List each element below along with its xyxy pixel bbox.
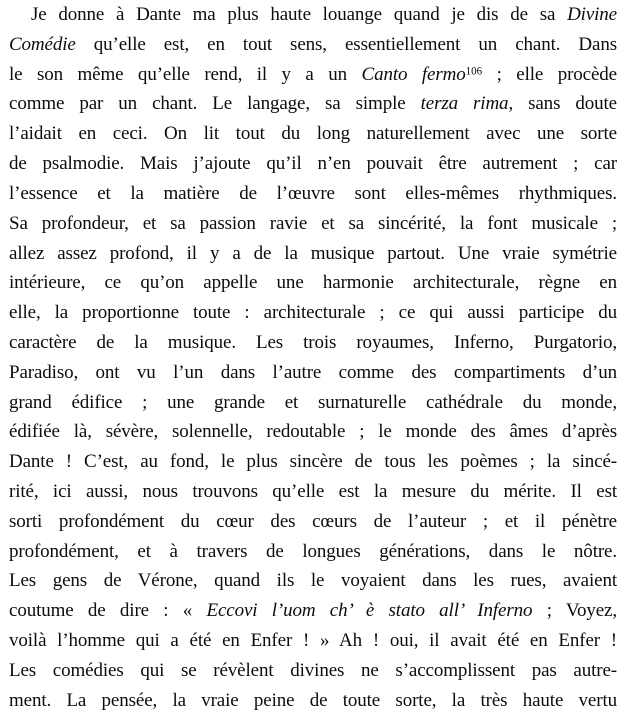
text-run: elle, la proportionne toute : architecturale ; ce qui aussi participe du [9, 302, 617, 324]
text-run: Les gens de Vérone, quand ils le voyaient dans les rues, avaient [9, 570, 617, 592]
text-line [9, 0, 617, 30]
text-run: voilà l’homme qui a été en Enfer ! » Ah ! oui, il avait été en Enfer ! [9, 630, 617, 652]
text-line [9, 89, 617, 119]
text-run: de psalmodie. Mais j’ajoute qu’il n’en pouvait être autrement ; car [9, 153, 617, 175]
text-run: Dante ! C’est, au fond, le plus sincère de tous les poèmes ; la sincé- [9, 451, 617, 473]
text-line [9, 537, 617, 567]
text-line [9, 477, 617, 507]
italic-text-run: Divine [567, 4, 617, 25]
text-line [9, 626, 617, 656]
italic-text-run: terza rima [420, 93, 509, 115]
text-run: ; elle procède [482, 63, 618, 85]
text-line [9, 388, 617, 418]
text-line [9, 447, 617, 477]
text-run: caractère de la musique. Les trois royaumes, Inferno, Purgatorio, [9, 331, 617, 353]
text-run: Paradiso, ont vu l’un dans l’autre comme des compartiments d’un [9, 361, 617, 383]
text-line [9, 656, 617, 686]
text-run: profondément, et à travers de longues générations, dans le nôtre. [9, 540, 617, 562]
text-run: qu’elle est, en tout sens, essentiellement un chant. Dans [75, 33, 617, 55]
text-line [9, 417, 617, 447]
text-line [9, 119, 617, 149]
text-line [9, 358, 617, 388]
paragraph [9, 0, 617, 716]
text-line [9, 149, 617, 179]
text-run: édifiée là, sévère, solennelle, redoutable ; le monde des âmes d’après [9, 421, 617, 443]
text-run: rité, ici aussi, nous trouvons qu’elle est la mesure du mérite. Il est [9, 481, 617, 502]
text-run: Sa profondeur, et sa passion ravie et sa sincérité, la font musicale ; [9, 212, 617, 234]
text-line [9, 30, 617, 60]
text-run: ; Voyez, [532, 600, 618, 622]
footnote-reference: 106 [465, 65, 483, 78]
italic-text-run: Eccovi l’uom ch’ è stato all’ Inferno [206, 600, 533, 622]
text-line [9, 209, 617, 239]
text-line [9, 686, 617, 716]
italic-text-run: Comédie [9, 33, 76, 55]
text-run: Les comédies qui se révèlent divines ne s’accomplissent pas autre- [9, 659, 617, 681]
text-run: ment. La pensée, la vraie peine de toute sorte, la très haute vertu [9, 689, 617, 711]
text-line [9, 60, 617, 90]
text-run: comme par un chant. Le langage, sa simple [9, 93, 421, 115]
text-run: allez assez profond, il y a de la musique partout. Une vraie symétrie [9, 242, 617, 264]
text-line [9, 179, 617, 209]
text-run: l’aidait en ceci. On lit tout du long naturellement avec une sorte [9, 123, 617, 145]
text-line [9, 566, 617, 596]
italic-text-run: Canto fermo [361, 63, 466, 85]
text-run: , sans doute [508, 93, 617, 115]
text-run: Je donne à Dante ma plus haute louange quand je dis de sa [31, 4, 568, 25]
text-line [9, 507, 617, 537]
text-line [9, 268, 617, 298]
text-run: intérieure, ce qu’on appelle une harmonie architecturale, règne en [9, 272, 617, 294]
text-line [9, 328, 617, 358]
text-run: sorti profondément du cœur des cœurs de l’auteur ; et il pénètre [9, 510, 617, 532]
text-run: l’essence et la matière de l’œuvre sont elles-mêmes rhythmiques. [9, 182, 617, 204]
text-line [9, 298, 617, 328]
text-run: le son même qu’elle rend, il y a un [9, 63, 362, 85]
text-line [9, 239, 617, 269]
text-line [9, 596, 617, 626]
text-run: grand édifice ; une grande et surnaturelle cathédrale du monde, [9, 391, 617, 413]
text-run: coutume de dire : « [9, 600, 207, 622]
